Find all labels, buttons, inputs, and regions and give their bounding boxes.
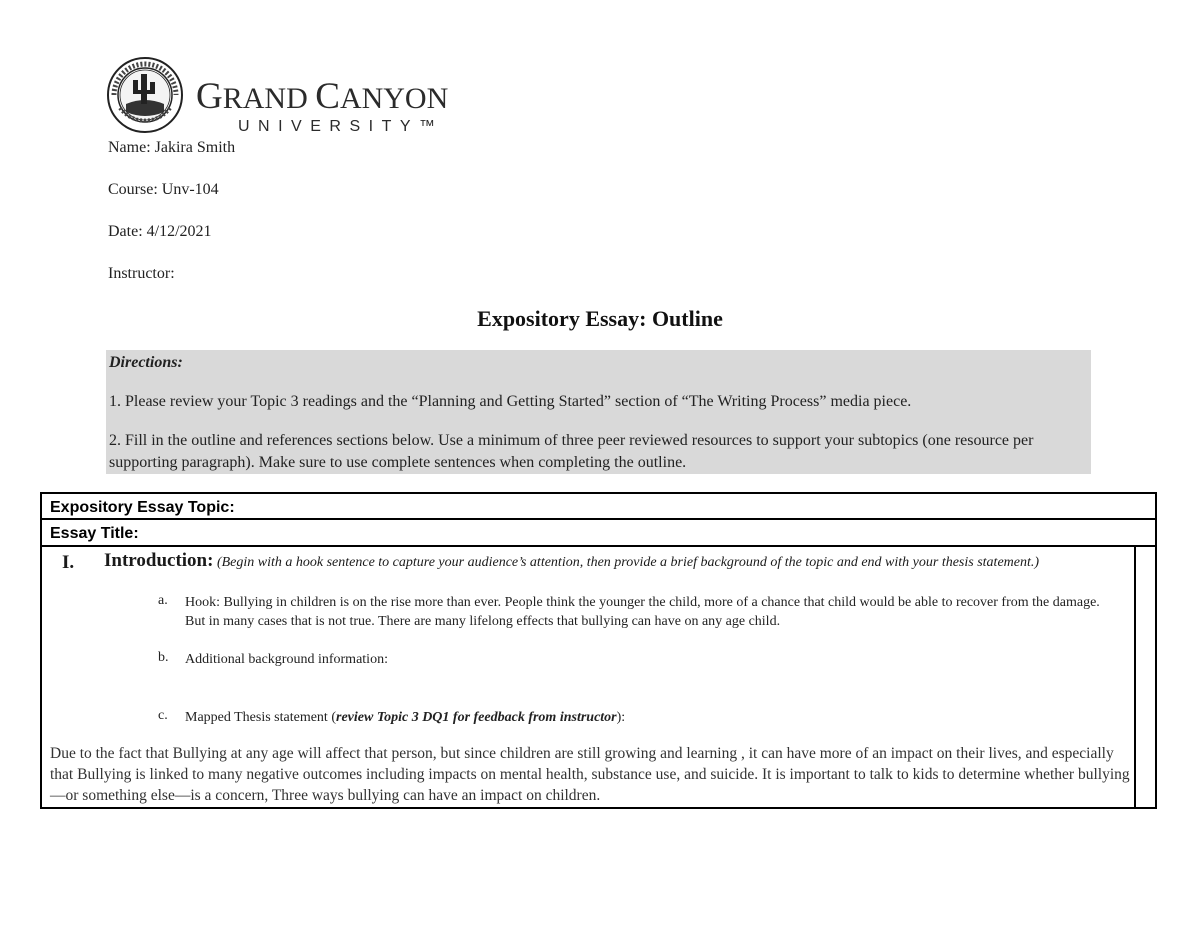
directions-box — [106, 350, 1091, 474]
thesis-label-emphasis: review Topic 3 DQ1 for feedback from instructor — [336, 710, 617, 725]
thesis-label — [185, 708, 625, 727]
essay-topic-row[interactable] — [42, 494, 1155, 520]
hook-text: Hook: Bullying in children is on the rise more than ever. People think the younger the child, more of a chance that child would be able to recover from the damage. But in many cases that is not true. There are many lifelong effects that bullying can have on any age child. — [185, 595, 1100, 629]
logo-subtitle: UNIVERSITY™ — [238, 118, 444, 135]
logo-wordmark: GRAND CANYON — [196, 76, 449, 117]
background-text: Additional background information: — [185, 652, 388, 667]
essay-topic-label: Expository Essay Topic: — [50, 499, 235, 516]
essay-title-row[interactable] — [42, 520, 1155, 547]
university-logo — [106, 56, 486, 138]
list-marker: b. — [158, 650, 169, 665]
intro-numeral: I. — [62, 552, 75, 573]
directions-step-2: 2. Fill in the outline and references sections below. Use a minimum of three peer reviewed resources to support your subtopics (one resource per supporting paragraph). Make sure to use complete sentences when completing the outline. — [109, 432, 1034, 471]
date: Date: 4/12/2021 — [108, 223, 212, 240]
intro-heading: Introduction: — [104, 550, 214, 571]
intro-heading-line — [104, 551, 1134, 572]
intro-description: (Begin with a hook sentence to capture your audience’s attention, then provide a brief background of the topic and end with your thesis statement.) — [216, 555, 1040, 570]
course: Course: Unv-104 — [108, 181, 219, 198]
university-seal-icon — [106, 56, 184, 134]
thesis-statement-text: Due to the fact that Bullying at any age will affect that person, but since children are still growing and learning , it can have more of an impact on their lives, and especially that Bullying is linked to many negative outcomes including impacts on mental health, substance use, and suicide. It is important to talk to kids to determine whether bullying—or something else—is a concern, Three ways bullying can have an impact on children. — [50, 745, 1130, 804]
instructor: Instructor: — [108, 265, 175, 282]
thesis-label-prefix: Mapped Thesis statement ( — [185, 710, 336, 725]
essay-title-label: Essay Title: — [50, 525, 139, 542]
directions-heading: Directions: — [109, 354, 183, 371]
student-name: Name: Jakira Smith — [108, 139, 236, 156]
table-right-column — [1134, 547, 1136, 807]
thesis-label-suffix: ): — [616, 710, 626, 725]
outline-table — [40, 492, 1157, 809]
list-marker: a. — [158, 593, 168, 608]
document-title: Expository Essay: Outline — [477, 306, 723, 331]
list-marker: c. — [158, 708, 168, 723]
directions-step-1: 1. Please review your Topic 3 readings and the “Planning and Getting Started” section of “The Writing Process” media piece. — [109, 393, 912, 410]
